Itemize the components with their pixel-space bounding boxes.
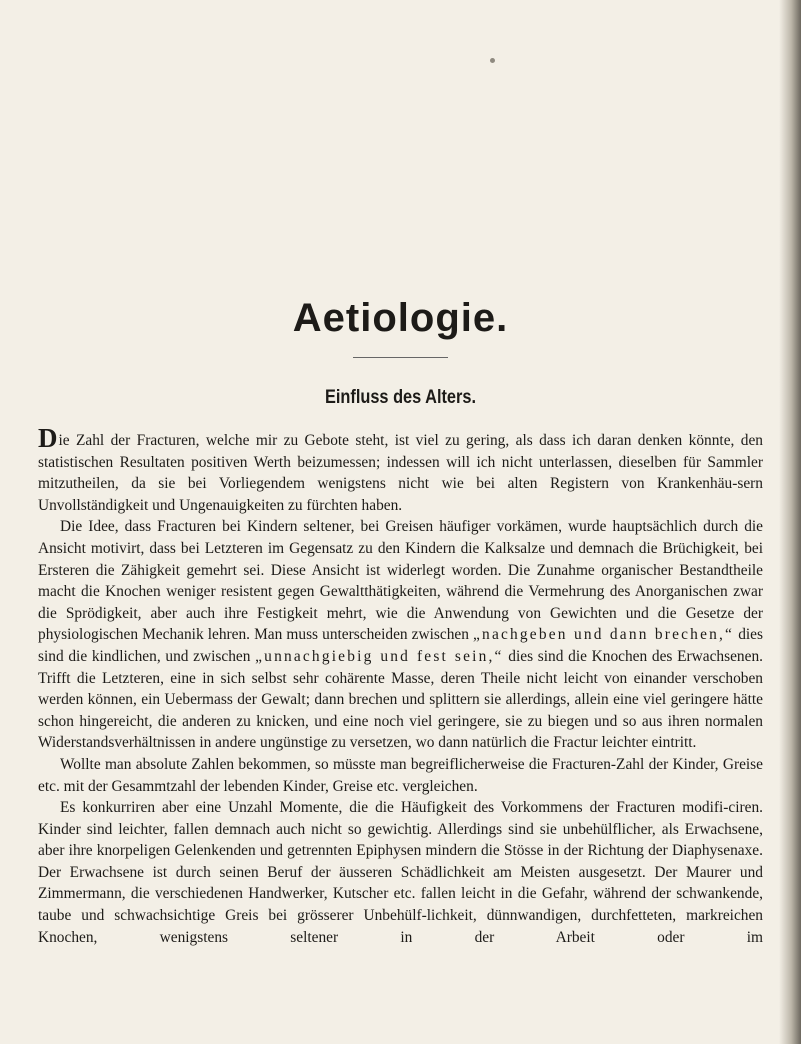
paragraph-2-text-b: dies sind die kindlichen, und zwischen <box>38 626 763 665</box>
body-text <box>38 423 763 948</box>
section-heading: Einfluss des Alters. <box>324 387 477 408</box>
page-edge-shadow <box>779 0 801 1044</box>
paragraph-1 <box>38 423 763 516</box>
paragraph-3: Wollte man absolute Zahlen bekommen, so müsste man begreiflicherweise die Fracturen-Zahl der Kinder, Greise etc. mit der Gesammtzahl der lebenden Kinder, Greise etc. vergleichen. <box>38 755 763 795</box>
page-title: Aetiologie. <box>292 296 509 340</box>
paragraph-4: Es konkurriren aber eine Unzahl Momente, die die Häufigkeit des Vorkommens der Fracturen modifi-ciren. Kinder sind leichter, fallen demnach auch nicht so gewichtig. Allerdings sind sie unbehülflicher, als Erwachsene, aber ihre knorpeligen Gelenkenden und getrennten Epiphysen mindern die Stösse in der Richtung der Diaphysenaxe. Der Erwachsene ist durch seinen Beruf der äusseren Schädlichkeit am Meisten ausgesetzt. Der Maurer und Zimmermann, die verschiedenen Handwerker, Kutscher etc. fallen leicht in die Gefahr, während der schwankende, taube und schwachsichtige Greis bei grösserer Unbehülf-lichkeit, dünnwandigen, durchfetteten, markreichen Knochen, wenigstens seltener in der Arbeit oder im <box>38 799 763 946</box>
paragraph-2-text-a: Die Idee, dass Fracturen bei Kindern seltener, bei Greisen häufiger vorkämen, wurde hauptsächlich durch die Ansicht motivirt, dass bei Letzteren im Gegensatz zu den Kindern die Kalksalze und demnach die Brüchigkeit, bei Ersteren die Zähigkeit gemehrt sei. Diese Ansicht ist widerlegt worden. Die Zunahme organischer Bestandtheile macht die Knochen weniger resistent gegen Gewaltthätigkeiten, während die Vermehrung des Anorganischen zwar die Sprödigkeit, aber auch ihre Festigkeit mehrt, wie die Anwendung von Gewichten und die Gesetze der physiologischen Mechanik lehren. Man muss unterscheiden zwischen <box>38 518 763 644</box>
drop-cap: D <box>38 423 58 453</box>
quote-unnachgiebig: „unnachgiebig und fest sein,“ <box>255 647 504 665</box>
paragraph-2 <box>38 516 763 754</box>
paragraph-1-text: ie Zahl der Fracturen, welche mir zu Gebote steht, ist viel zu gering, als dass ich daran denken könnte, den statistischen Resultaten positiven Werth beizumessen; indessen will ich nicht unterlassen, dieselben für Sammler mitzutheilen, da sie bei Vorliegendem wenigstens nicht wie bei alten Registern von Krankenhäu-sern Unvollständigkeit und Ungenauigkeiten zu fürchten haben. <box>38 432 763 514</box>
paper-speck <box>490 58 495 63</box>
paragraph-2-text-c: dies sind die Knochen des Erwachsenen. Trifft die Letzteren, eine in sich selbst sehr cohärente Masse, deren Theile nicht leicht von einander verschoben werden können, ein Uebermass der Gewalt; dann brechen und splittern sie allerdings, allein eine viel geringere hätte schon hingereicht, die anderen zu knicken, und eine noch viel geringere, sie zu biegen und so aus ihren normalen Widerstandsverhältnissen in andere ungünstige zu versetzen, wo dann natürlich die Fractur leichter eintritt. <box>38 647 763 752</box>
quote-nachgeben: „nachgeben und dann brechen,“ <box>473 626 735 644</box>
title-divider <box>353 357 448 358</box>
